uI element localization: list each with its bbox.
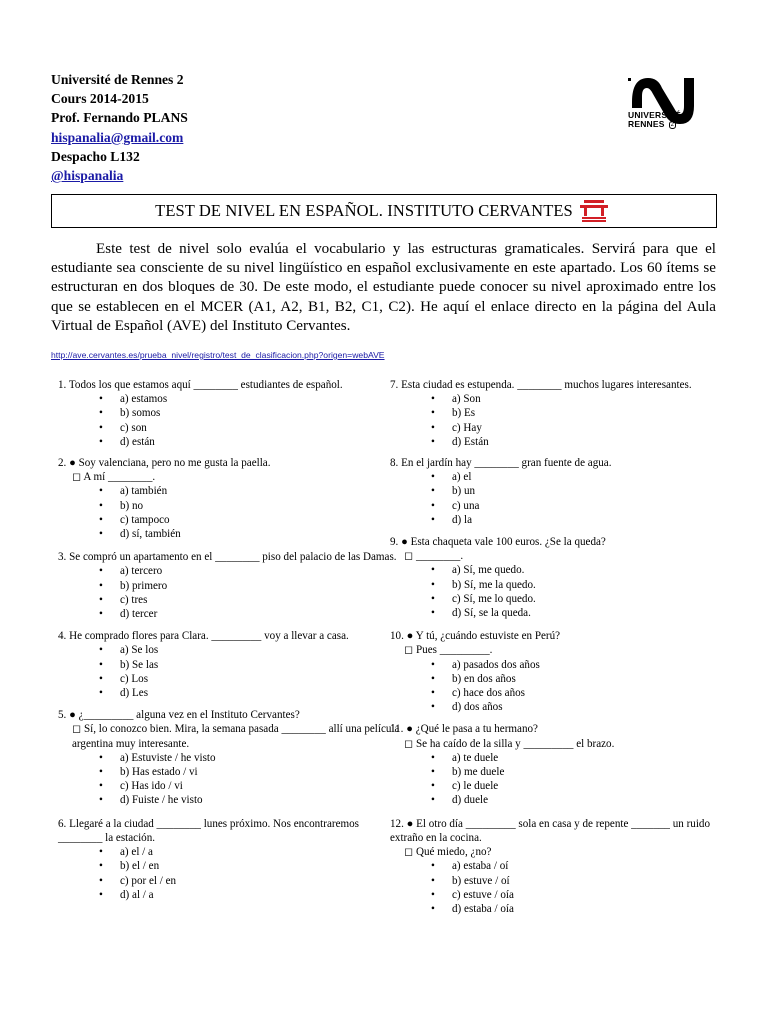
answer-option[interactable]: • d) tercer: [58, 607, 400, 621]
document-title: TEST DE NIVEL EN ESPAÑOL. INSTITUTO CERVANTES: [155, 201, 573, 220]
answer-option[interactable]: • b) un: [390, 484, 735, 498]
answer-option[interactable]: • c) una: [390, 499, 735, 513]
question-response-line: ◻ Sí, lo conozco bien. Mira, la semana pasada ________ allí una película argentina muy interesante.: [72, 723, 400, 750]
answer-option[interactable]: • a) el: [390, 470, 735, 484]
intro-paragraph: Este test de nivel solo evalúa el vocabulario y las estructuras gramaticales. Servirá para que el estudiante sea consciente de su nivel lingüístico en español exclusivamente en este apartado. Los 60 ítems se estructuran en dos bloques de 30. De este modo, el estudiante puede conocer su nivel aproximado entre los que se establecen en el MCER (A1, A2, B1, B2, C1, C2). He aquí el enlace directo en la página del Aula Virtual de Español (AVE) del Instituto Cervantes.: [51, 241, 716, 334]
answer-option[interactable]: • b) Es: [390, 406, 735, 420]
question-text: 12. ● El otro día _________ sola en casa y de repente _______ un ruido extraño en la cocina.: [390, 817, 711, 844]
question-item: [58, 708, 400, 807]
question-text: 2. ● Soy valenciana, pero no me gusta la paella.: [58, 457, 271, 470]
answer-option[interactable]: • a) Se los: [58, 643, 400, 657]
question-item: [390, 722, 735, 807]
ave-test-link[interactable]: http://ave.cervantes.es/prueba_nivel/registro/test_de_clasificacion.php?origen=webAVE: [51, 350, 385, 360]
header-block: [51, 70, 188, 185]
question-text: 6. Llegaré a la ciudad ________ lunes próximo. Nos encontraremos ________ la estación.: [58, 817, 359, 844]
answer-option[interactable]: • d) la: [390, 513, 735, 527]
answer-option[interactable]: • d) Están: [390, 435, 735, 449]
answer-options: [58, 845, 400, 902]
answer-option[interactable]: • a) el / a: [58, 845, 400, 859]
answer-option[interactable]: • a) Son: [390, 392, 735, 406]
question-text: 9. ● Esta chaqueta vale 100 euros. ¿Se la queda?: [390, 536, 606, 549]
answer-option[interactable]: • a) estamos: [58, 392, 400, 406]
question-item: [58, 378, 400, 449]
email-link[interactable]: hispanalia@gmail.com: [51, 129, 184, 145]
answer-option[interactable]: • a) tercero: [58, 564, 400, 578]
answer-option[interactable]: • b) me duele: [390, 765, 735, 779]
office-line: Despacho L132: [51, 148, 140, 164]
answer-option[interactable]: • b) no: [58, 499, 400, 513]
question-text: 10. ● Y tú, ¿cuándo estuviste en Perú?: [390, 630, 561, 643]
question-text: 11. ● ¿Qué le pasa a tu hermano?: [390, 723, 538, 736]
answer-option[interactable]: • d) dos años: [390, 700, 735, 714]
answer-option[interactable]: • c) tres: [58, 593, 400, 607]
answer-option[interactable]: • b) primero: [58, 579, 400, 593]
answer-option[interactable]: • c) Has ido / vi: [58, 779, 400, 793]
question-item: [58, 817, 400, 902]
question-item: [390, 456, 735, 527]
question-item: [390, 378, 735, 449]
logo-badge: 2: [670, 121, 675, 128]
question-text: 4. He comprado flores para Clara. _________ voy a llevar a casa.: [58, 630, 349, 643]
logo-line-rennes: RENNES: [628, 119, 665, 129]
title-box: [51, 194, 717, 228]
answer-options: [390, 859, 735, 916]
instituto-cervantes-logo-icon: [577, 198, 613, 224]
answer-option[interactable]: • a) Sí, me quedo.: [390, 563, 735, 577]
question-item: [390, 535, 735, 620]
question-response-line: ◻ Pues _________.: [404, 644, 493, 657]
answer-option[interactable]: • a) también: [58, 484, 400, 498]
answer-option[interactable]: • b) estuve / oí: [390, 874, 735, 888]
logo-line-universite: UNIVERSITÉ: [628, 110, 682, 120]
answer-option[interactable]: • a) te duele: [390, 751, 735, 765]
professor-line: Prof. Fernando PLANS: [51, 110, 188, 126]
answer-option[interactable]: • d) duele: [390, 793, 735, 807]
answer-option[interactable]: • b) en dos años: [390, 672, 735, 686]
answer-option[interactable]: • a) pasados dos años: [390, 658, 735, 672]
answer-option[interactable]: • c) Los: [58, 672, 400, 686]
answer-option[interactable]: • c) Sí, me lo quedo.: [390, 592, 735, 606]
question-item: [58, 550, 400, 621]
question-item: [390, 817, 735, 916]
question-response-line: ◻ Se ha caído de la silla y _________ el brazo.: [404, 737, 615, 750]
question-response-line: ◻ ________.: [404, 550, 464, 563]
answer-option[interactable]: • b) Se las: [58, 658, 400, 672]
answer-option[interactable]: • c) estuve / oía: [390, 888, 735, 902]
answer-options: [390, 392, 735, 449]
answer-option[interactable]: • c) le duele: [390, 779, 735, 793]
university-line: Université de Rennes 2: [51, 72, 184, 87]
question-text: 3. Se compró un apartamento en el ________ piso del palacio de las Damas.: [58, 551, 397, 564]
answer-option[interactable]: • c) por el / en: [58, 874, 400, 888]
answer-option[interactable]: • c) son: [58, 421, 400, 435]
answer-option[interactable]: • d) Sí, se la queda.: [390, 606, 735, 620]
question-item: [58, 629, 400, 700]
answer-option[interactable]: • b) el / en: [58, 859, 400, 873]
answer-option[interactable]: • a) estaba / oí: [390, 859, 735, 873]
answer-options: [390, 658, 735, 715]
answer-options: [390, 751, 735, 808]
answer-option[interactable]: • a) Estuviste / he visto: [58, 751, 400, 765]
answer-option[interactable]: • b) somos: [58, 406, 400, 420]
answer-option[interactable]: • c) Hay: [390, 421, 735, 435]
question-text: 8. En el jardín hay ________ gran fuente de agua.: [390, 457, 612, 470]
answer-option[interactable]: • c) tampoco: [58, 513, 400, 527]
question-text: 5. ● ¿_________ alguna vez en el Instituto Cervantes?: [58, 709, 300, 722]
answer-options: [58, 392, 400, 449]
answer-options: [58, 751, 400, 808]
twitter-handle-link[interactable]: @hispanalia: [51, 168, 124, 184]
answer-option[interactable]: • b) Sí, me la quedo.: [390, 578, 735, 592]
answer-option[interactable]: • c) hace dos años: [390, 686, 735, 700]
question-response-line: ◻ Qué miedo, ¿no?: [404, 846, 492, 859]
answer-option[interactable]: • d) al / a: [58, 888, 400, 902]
answer-options: [58, 643, 400, 700]
course-line: Cours 2014-2015: [51, 91, 149, 107]
left-question-column: [58, 378, 400, 902]
answer-options: [58, 564, 400, 621]
answer-options: [58, 484, 400, 541]
logo-wordmark: [628, 111, 681, 129]
answer-option[interactable]: • d) sí, también: [58, 527, 400, 541]
answer-option[interactable]: • d) estaba / oía: [390, 902, 735, 916]
answer-option[interactable]: • d) Les: [58, 686, 400, 700]
answer-option[interactable]: • d) Fuiste / he visto: [58, 793, 400, 807]
answer-option[interactable]: • b) Has estado / vi: [58, 765, 400, 779]
answer-options: [390, 563, 735, 620]
question-item: [390, 629, 735, 714]
question-response-line: ◻ A mí ________.: [72, 471, 156, 484]
question-text: 7. Esta ciudad es estupenda. ________ muchos lugares interesantes.: [390, 379, 692, 391]
question-text: 1. Todos los que estamos aquí ________ estudiantes de español.: [58, 379, 343, 391]
answer-options: [390, 470, 735, 527]
right-question-column: [390, 378, 735, 916]
question-item: [58, 456, 400, 541]
answer-option[interactable]: • d) están: [58, 435, 400, 449]
